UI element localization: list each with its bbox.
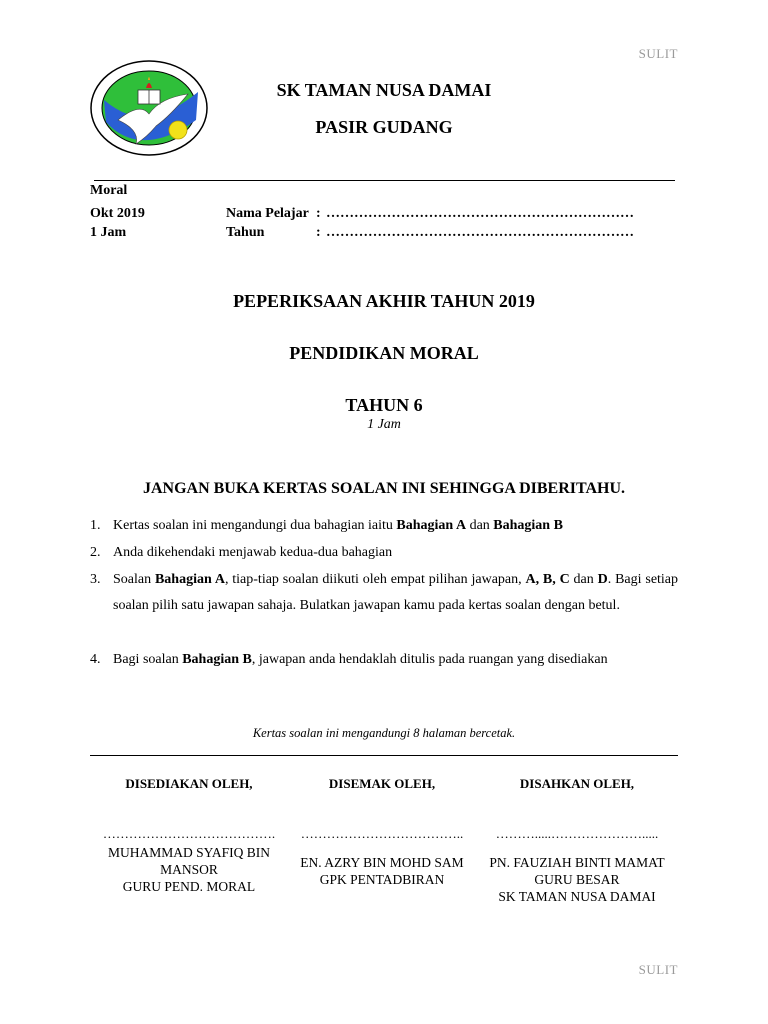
instruction-number: 2. [90, 545, 101, 560]
school-crest-icon [88, 58, 210, 158]
header-divider [94, 180, 675, 181]
option-label-d: D [597, 572, 608, 587]
school-town: PASIR GUDANG [315, 117, 453, 137]
signature-approved [482, 776, 672, 905]
student-year-field[interactable]: ………………………………………………………… [326, 225, 634, 240]
checker-name: EN. AZRY BIN MOHD SAM [300, 855, 464, 870]
preparer-name-line-1: MUHAMMAD SYAFIQ BIN [107, 845, 271, 860]
student-name-colon: : [316, 206, 321, 221]
student-year-label: Tahun [226, 225, 265, 240]
instruction-text: Soalan [113, 572, 155, 587]
sulit-label-bottom: SULIT [638, 962, 678, 977]
instruction-number: 4. [90, 652, 101, 667]
prepared-by-heading: DISEDIAKAN OLEH, [125, 776, 253, 791]
signature-line[interactable]: …………………………………. [102, 826, 276, 841]
instruction-text: . Bagi setiap soalan pilih satu jawapan sahaja. Bulatkan jawapan kamu pada kertas soalan dengan betul. [113, 572, 679, 613]
school-logo [88, 58, 210, 158]
instruction-3 [90, 567, 678, 619]
checker-role: GPK PENTADBIRAN [319, 872, 445, 887]
section-a-ref: Bahagian A [154, 572, 225, 587]
page-count-note: Kertas soalan ini mengandungi 8 halaman bercetak. [252, 726, 516, 740]
preparer-name-line-2: MANSOR [160, 862, 218, 877]
footer-divider [90, 755, 678, 756]
signature-prepared [94, 776, 284, 895]
exam-title: PEPERIKSAAN AKHIR TAHUN 2019 [233, 291, 535, 311]
exam-duration: 1 Jam [90, 225, 127, 240]
section-b-ref: Bahagian B [182, 652, 252, 667]
student-name-field[interactable]: ………………………………………………………… [326, 206, 634, 221]
student-year-colon: : [316, 225, 321, 240]
exam-year: TAHUN 6 [345, 395, 423, 415]
signature-line[interactable]: ……….....…………………..... [495, 826, 659, 841]
instruction-4 [90, 647, 678, 673]
instruction-text: , tiap-tiap soalan diikuti oleh empat pilihan jawapan, [224, 572, 526, 587]
approver-school: SK TAMAN NUSA DAMAI [498, 889, 656, 904]
school-name: SK TAMAN NUSA DAMAI [276, 80, 492, 100]
instruction-text: , jawapan anda hendaklah ditulis pada ruangan yang disediakan [251, 652, 608, 667]
instruction-1 [90, 513, 678, 539]
approver-name: PN. FAUZIAH BINTI MAMAT [489, 855, 665, 870]
section-a-ref: Bahagian A [396, 518, 467, 533]
student-name-label: Nama Pelajar [226, 206, 309, 221]
signature-line[interactable]: ……………………………….. [300, 826, 464, 841]
section-b-ref: Bahagian B [493, 518, 563, 533]
preparer-role: GURU PEND. MORAL [122, 879, 256, 894]
approved-by-heading: DISAHKAN OLEH, [519, 776, 635, 791]
signature-checked [287, 776, 477, 888]
instruction-2 [90, 540, 678, 566]
exam-time: 1 Jam [367, 417, 401, 432]
instruction-text: Bagi soalan [113, 652, 183, 667]
exam-date: Okt 2019 [90, 206, 145, 221]
warning-text: JANGAN BUKA KERTAS SOALAN INI SEHINGGA DIBERITAHU. [142, 480, 626, 497]
sulit-label-top: SULIT [638, 46, 678, 61]
instruction-text: Anda dikehendaki menjawab kedua-dua bahagian [113, 545, 393, 560]
instruction-text: dan [466, 518, 494, 533]
instruction-text: dan [569, 572, 598, 587]
approver-role: GURU BESAR [534, 872, 620, 887]
instruction-text: Kertas soalan ini mengandungi dua bahagian iaitu [113, 518, 397, 533]
checked-by-heading: DISEMAK OLEH, [328, 776, 436, 791]
option-labels: A, B, C [525, 572, 570, 587]
subject-label: Moral [90, 183, 128, 198]
instruction-number: 1. [90, 518, 101, 533]
instruction-number: 3. [90, 572, 101, 587]
exam-subject: PENDIDIKAN MORAL [289, 343, 479, 363]
